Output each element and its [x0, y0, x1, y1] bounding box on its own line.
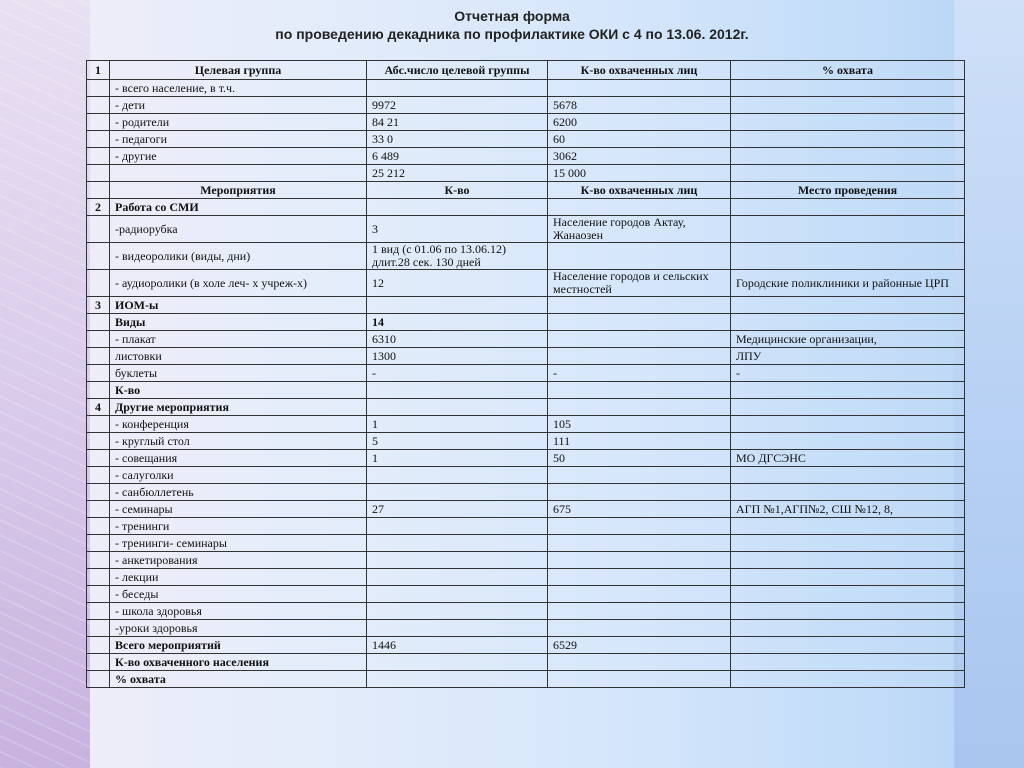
table-cell-col2: -уроки здоровья	[110, 620, 367, 637]
table-cell-col4	[548, 467, 731, 484]
table-cell-col5	[731, 416, 965, 433]
table-cell-col2: - салуголки	[110, 467, 367, 484]
table-cell-col1	[87, 501, 110, 518]
table-cell-col5	[731, 535, 965, 552]
table-cell-col5	[731, 484, 965, 501]
table-cell-col3: 33 0	[367, 131, 548, 148]
table-cell-col2: - семинары	[110, 501, 367, 518]
table-cell-col2: -радиорубка	[110, 216, 367, 243]
table-cell-col2: - аудиоролики (в холе леч- х учреж-х)	[110, 270, 367, 297]
table-cell-col1	[87, 450, 110, 467]
table-cell-col1	[87, 433, 110, 450]
table-cell-col4	[548, 654, 731, 671]
table-cell-col2: % охвата	[110, 671, 367, 688]
table-row	[87, 131, 965, 148]
table-cell-col4	[548, 603, 731, 620]
table-cell-col2: - родители	[110, 114, 367, 131]
table-cell-col3: 1	[367, 416, 548, 433]
table-cell-col1	[87, 416, 110, 433]
table-cell-col3: 1 вид (с 01.06 по 13.06.12) длит.28 сек. 130 дней	[367, 243, 548, 270]
table-cell-col4: 105	[548, 416, 731, 433]
table-cell-col3	[367, 603, 548, 620]
table-cell-col1	[87, 382, 110, 399]
table-row	[87, 365, 965, 382]
table-cell-col5	[731, 97, 965, 114]
table-cell-col5: МО ДГСЭНС	[731, 450, 965, 467]
table-cell-col3	[367, 586, 548, 603]
table-row	[87, 148, 965, 165]
table-cell-col1	[87, 620, 110, 637]
table-cell-col4	[548, 243, 731, 270]
table-cell-col4	[548, 569, 731, 586]
table-cell-empty	[367, 297, 548, 314]
table-cell-col3: 6 489	[367, 148, 548, 165]
table-cell-empty	[367, 399, 548, 416]
table-cell-col1	[87, 131, 110, 148]
header-row-events	[87, 182, 965, 199]
table-cell-col2: Виды	[110, 314, 367, 331]
table-cell-col3: 1446	[367, 637, 548, 654]
table-cell-col5: АГП №1,АГП№2, СШ №12, 8,	[731, 501, 965, 518]
table-cell-col3	[367, 484, 548, 501]
table-cell-col1	[87, 535, 110, 552]
table-cell-col2: К-во	[110, 382, 367, 399]
table-cell-col4	[548, 348, 731, 365]
table-cell-col2: К-во охваченного населения	[110, 654, 367, 671]
section-row	[87, 297, 965, 314]
table-cell-col2: - видеоролики (виды, дни)	[110, 243, 367, 270]
table-cell-col5: ЛПУ	[731, 348, 965, 365]
table-cell-col2: - конференция	[110, 416, 367, 433]
section-row	[87, 399, 965, 416]
table-cell-col2: - санбюллетень	[110, 484, 367, 501]
table-cell-col4	[548, 671, 731, 688]
table-cell-col4	[548, 331, 731, 348]
table-cell-col2: буклеты	[110, 365, 367, 382]
table-cell-col3: 3	[367, 216, 548, 243]
table-cell-col5	[731, 131, 965, 148]
table-row	[87, 518, 965, 535]
header-cell-col3: Абс.число целевой группы	[367, 61, 548, 80]
table-cell-col3	[367, 552, 548, 569]
table-cell-col3	[367, 382, 548, 399]
table-row	[87, 484, 965, 501]
table-cell-col4: 6529	[548, 637, 731, 654]
table-row	[87, 433, 965, 450]
table-cell-col3: 5	[367, 433, 548, 450]
table-cell-col1	[87, 484, 110, 501]
table-cell-col1	[87, 467, 110, 484]
table-row	[87, 165, 965, 182]
table-cell-col4	[548, 586, 731, 603]
table-cell-col3	[367, 467, 548, 484]
table-cell-col4: 675	[548, 501, 731, 518]
report-table	[86, 60, 965, 688]
table-row	[87, 270, 965, 297]
table-row	[87, 586, 965, 603]
table-cell-col5: Медицинские организации,	[731, 331, 965, 348]
table-row	[87, 450, 965, 467]
table-cell-col1	[87, 518, 110, 535]
table-cell-col2: - другие	[110, 148, 367, 165]
table-cell-col1	[87, 165, 110, 182]
table-cell-col5	[731, 467, 965, 484]
table-cell-col3: 9972	[367, 97, 548, 114]
table-cell-col3	[367, 535, 548, 552]
table-cell-col2: - круглый стол	[110, 433, 367, 450]
table-cell-col5	[731, 243, 965, 270]
header-cell-col2: Мероприятия	[110, 182, 367, 199]
table-cell-col4: 15 000	[548, 165, 731, 182]
section-title: Работа со СМИ	[110, 199, 367, 216]
table-cell-empty	[548, 297, 731, 314]
table-cell-col1	[87, 637, 110, 654]
table-cell-col1	[87, 243, 110, 270]
table-cell-col4	[548, 552, 731, 569]
section-title: ИОМ-ы	[110, 297, 367, 314]
table-row	[87, 243, 965, 270]
header-cell-col2: Целевая группа	[110, 61, 367, 80]
table-cell-col3	[367, 518, 548, 535]
table-row	[87, 535, 965, 552]
table-cell-empty	[731, 199, 965, 216]
table-cell-col3	[367, 671, 548, 688]
section-row	[87, 199, 965, 216]
report-table-body	[87, 61, 965, 688]
table-cell-col4: 111	[548, 433, 731, 450]
table-cell-col5	[731, 586, 965, 603]
table-cell-col5	[731, 433, 965, 450]
table-cell-col5	[731, 148, 965, 165]
table-cell-empty	[367, 199, 548, 216]
table-cell-col1	[87, 314, 110, 331]
table-cell-col3	[367, 569, 548, 586]
table-row	[87, 603, 965, 620]
table-cell-col4: 5678	[548, 97, 731, 114]
table-cell-col5	[731, 654, 965, 671]
table-cell-empty	[731, 399, 965, 416]
table-cell-col1	[87, 552, 110, 569]
report-title: Отчетная форма	[454, 8, 570, 24]
header-cell-col3: К-во	[367, 182, 548, 199]
table-cell-col4	[548, 620, 731, 637]
table-cell-col2: - дети	[110, 97, 367, 114]
table-cell-col5	[731, 314, 965, 331]
table-cell-col2: - школа здоровья	[110, 603, 367, 620]
table-row	[87, 348, 965, 365]
table-cell-col2: листовки	[110, 348, 367, 365]
table-cell-col3	[367, 620, 548, 637]
table-cell-col4: -	[548, 365, 731, 382]
table-row	[87, 620, 965, 637]
table-cell-col5	[731, 80, 965, 97]
table-cell-col5	[731, 671, 965, 688]
table-cell-col5	[731, 114, 965, 131]
table-cell-col5	[731, 165, 965, 182]
table-cell-col5	[731, 552, 965, 569]
table-cell-col3: 27	[367, 501, 548, 518]
table-cell-col5: Городские поликлиники и районные ЦРП	[731, 270, 965, 297]
table-cell-col5	[731, 620, 965, 637]
header-cell-col5: Место проведения	[731, 182, 965, 199]
table-cell-col3: 1	[367, 450, 548, 467]
table-cell-col1	[87, 671, 110, 688]
table-cell-col1	[87, 148, 110, 165]
table-cell-col4: 6200	[548, 114, 731, 131]
table-cell-col3: 1300	[367, 348, 548, 365]
table-cell-col2: Всего мероприятий	[110, 637, 367, 654]
table-cell-col5	[731, 569, 965, 586]
table-cell-col2: - всего население, в т.ч.	[110, 80, 367, 97]
table-cell-col2: - плакат	[110, 331, 367, 348]
table-cell-col1	[87, 270, 110, 297]
table-cell-col4	[548, 314, 731, 331]
table-cell-col4: Население городов и сельских местностей	[548, 270, 731, 297]
table-cell-col1	[87, 80, 110, 97]
table-cell-col3: 14	[367, 314, 548, 331]
table-row	[87, 382, 965, 399]
table-cell-col3: 84 21	[367, 114, 548, 131]
table-cell-col1	[87, 603, 110, 620]
table-cell-col5	[731, 603, 965, 620]
table-cell-col2: - беседы	[110, 586, 367, 603]
table-cell-col4	[548, 382, 731, 399]
header-cell-col1	[87, 182, 110, 199]
table-cell-col4	[548, 484, 731, 501]
table-cell-col4	[548, 518, 731, 535]
table-cell-col1	[87, 331, 110, 348]
table-row	[87, 314, 965, 331]
header-cell-col4: К-во охваченных лиц	[548, 182, 731, 199]
table-cell-col5	[731, 518, 965, 535]
table-cell-col3	[367, 654, 548, 671]
header-cell-col1: 1	[87, 61, 110, 80]
table-cell-col1	[87, 97, 110, 114]
table-cell-col1	[87, 654, 110, 671]
table-cell-col1	[87, 586, 110, 603]
table-cell-col3: 25 212	[367, 165, 548, 182]
table-cell-col1	[87, 569, 110, 586]
report-subtitle: по проведению декадника по профилактике ОКИ с 4 по 13.06. 2012г.	[275, 26, 749, 42]
table-cell-col1	[87, 216, 110, 243]
table-cell-col4: 3062	[548, 148, 731, 165]
table-row	[87, 97, 965, 114]
table-cell-col2: - лекции	[110, 569, 367, 586]
total-row	[87, 671, 965, 688]
table-row	[87, 80, 965, 97]
total-row	[87, 637, 965, 654]
table-row	[87, 331, 965, 348]
table-cell-col2: - педагоги	[110, 131, 367, 148]
table-cell-col2: - тренинги- семинары	[110, 535, 367, 552]
table-row	[87, 216, 965, 243]
section-number: 4	[87, 399, 110, 416]
table-cell-col5: -	[731, 365, 965, 382]
header-row	[87, 61, 965, 80]
table-row	[87, 552, 965, 569]
table-cell-empty	[548, 199, 731, 216]
table-cell-col4: Население городов Актау, Жанаозен	[548, 216, 731, 243]
table-row	[87, 569, 965, 586]
table-row	[87, 114, 965, 131]
table-cell-col3	[367, 80, 548, 97]
section-title: Другие мероприятия	[110, 399, 367, 416]
table-cell-col3: 12	[367, 270, 548, 297]
table-cell-col4: 50	[548, 450, 731, 467]
table-cell-col3: -	[367, 365, 548, 382]
table-row	[87, 501, 965, 518]
header-cell-col4: К-во охваченных лиц	[548, 61, 731, 80]
table-cell-col3: 6310	[367, 331, 548, 348]
table-cell-empty	[731, 297, 965, 314]
table-row	[87, 416, 965, 433]
table-cell-col1	[87, 348, 110, 365]
table-cell-col2	[110, 165, 367, 182]
total-row	[87, 654, 965, 671]
table-cell-col5	[731, 637, 965, 654]
table-cell-col4	[548, 535, 731, 552]
table-cell-col2: - анкетирования	[110, 552, 367, 569]
table-cell-col4: 60	[548, 131, 731, 148]
decorative-left-panel	[0, 0, 90, 768]
table-cell-col1	[87, 365, 110, 382]
table-cell-col2: - совещания	[110, 450, 367, 467]
table-cell-empty	[548, 399, 731, 416]
section-number: 3	[87, 297, 110, 314]
table-cell-col2: - тренинги	[110, 518, 367, 535]
table-cell-col4	[548, 80, 731, 97]
section-number: 2	[87, 199, 110, 216]
table-cell-col1	[87, 114, 110, 131]
header-cell-col5: % охвата	[731, 61, 965, 80]
table-cell-col5	[731, 216, 965, 243]
table-row	[87, 467, 965, 484]
table-cell-col5	[731, 382, 965, 399]
